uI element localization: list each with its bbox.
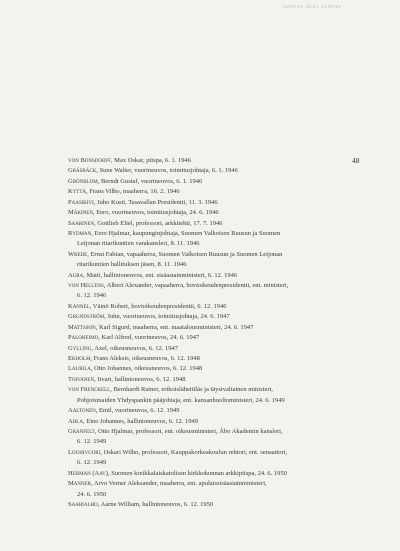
entry-details: , Bernhardt Rainer, erikoislähettiläs ja täysivaltainen ministeri, (110, 386, 273, 394)
entry-details: , Max Oskar, piispa, 6. 1. 1946 (110, 157, 192, 164)
list-item (68, 302, 358, 312)
list-item (68, 312, 358, 322)
entry-surname: Louhivuori (68, 448, 101, 456)
list-item (68, 364, 358, 374)
entry-details: , Eino Johannes, hallintoneuvos, 6. 12. 1949 (82, 417, 198, 425)
entry-details: , John, vuorineuvos, toimitusjohtaja, 24. 6. 1947 (104, 313, 230, 321)
entry-surname: Herman (Aav) (68, 469, 108, 477)
entry-details: , Suomen kreikkalaiskatolisen kirkkokunnan arkkipiispa, 24. 6. 1950 (107, 469, 287, 477)
list-item (68, 406, 358, 416)
list-item (68, 229, 358, 250)
list-item (68, 479, 358, 500)
entry-details: , Sune Walter, vuorineuvos, toimitusjohtaja, 6. 1. 1946 (96, 167, 238, 175)
entry-details: , Matti, hallintoneuvos, ent. sisäasiainministeri, 6. 12. 1946 (83, 271, 238, 279)
entry-details: , Karl Sigurd, maaherra, ent. maatalousministeri, 24. 6. 1947 (95, 323, 254, 331)
entry-details: , Karl Alfred, vuorineuvos, 24. 6. 1947 (98, 334, 200, 342)
entry-surname: Ahla (68, 417, 83, 425)
list-item (68, 219, 358, 229)
honours-list (68, 156, 358, 510)
entry-details: , Otto Johannes, oikeusneuvos, 6. 12. 1948 (90, 365, 203, 373)
entry-surname: Saarinen (68, 219, 95, 227)
list-item (68, 281, 358, 302)
list-item (68, 198, 358, 208)
entry-surname: Granfelt (68, 427, 95, 435)
entry-details: , Iivari, hallintoneuvos, 6. 12. 1948 (94, 375, 186, 383)
entry-details: , Arvo Verner Aleksander, maaherra, ent. apulaissisäasiainministeri, (91, 480, 267, 488)
entry-details: , Ernst Fabian, vapaaherra, Suomen Valkoisen Ruusun ja Suomen Leijonan (87, 250, 283, 258)
list-item (68, 469, 358, 479)
entry-details: , Oskari Wilho, professori, Kauppakorkeakoulun rehtori, ent. senaattori, (100, 448, 288, 456)
entry-surname: Laurila (68, 365, 91, 373)
list-item (68, 177, 358, 187)
list-item (68, 344, 358, 354)
list-item (68, 250, 358, 271)
list-item (68, 323, 358, 333)
entry-surname: Mäkinen (68, 209, 93, 217)
entry-surname: Paasikivi (68, 198, 94, 206)
list-item (68, 333, 358, 343)
entry-continuation: ritarikuntien hallituksen jäsen, 8. 11. 1946 (77, 261, 187, 269)
entry-details: , Gottlieb Eliel, professori, arkkitehti, 17. 7. 1946 (94, 219, 223, 227)
entry-details: , Eero, vuorineuvos, toimitusjohtaja, 24. 6. 1946 (92, 209, 219, 217)
list-item (68, 427, 358, 448)
entry-continuation: 24. 6. 1950 (77, 490, 107, 498)
entry-surname: Kannel (68, 302, 90, 310)
entry-surname: Manner (68, 480, 92, 488)
entry-details: , Berndt Gustaf, vuorineuvos, 6. 1. 1946 (97, 177, 203, 185)
entry-continuation: 6. 12. 1949 (77, 438, 107, 446)
entry-details: , Juho Kusti, Tasavallan Presidentti, 11. 3. 1946 (93, 198, 218, 206)
entry-details: , Väinö Robert, hovioikeudenpresidentti, 6. 12. 1946 (89, 302, 227, 310)
list-item (68, 354, 358, 364)
entry-surname: von Hellens (68, 282, 104, 290)
entry-details: , Frans Vilho, maaherra, 16. 2. 1946 (86, 188, 180, 196)
entry-surname: von Bonsdorff (68, 157, 111, 164)
entry-surname: Ekholm (68, 355, 91, 363)
entry-surname: Gylling (68, 344, 92, 352)
entry-details: , Emil, vuorineuvos, 6. 12. 1949 (95, 407, 180, 415)
entry-surname: Grönblom (68, 177, 98, 185)
list-item (68, 448, 358, 469)
list-item (68, 375, 358, 385)
list-item (68, 156, 358, 166)
entry-details: , Eero Hjalmar, kaupunginjohtaja, Suomen Valkoisen Ruusun ja Suomen (91, 229, 281, 237)
entry-surname: Rydman (68, 229, 92, 237)
running-header: Annexe deux centres (282, 4, 342, 10)
entry-continuation: 6. 12. 1946 (77, 292, 107, 300)
entry-details: , Aarne William, hallintoneuvos, 6. 12. 1950 (97, 500, 214, 508)
entry-surname: Gräsbäck (68, 167, 97, 175)
entry-surname: Grundström (68, 313, 105, 321)
list-item (68, 500, 358, 510)
entry-surname: von Frenckell (68, 386, 111, 394)
entry-continuation: 6. 12. 1949 (77, 459, 107, 467)
list-item (68, 208, 358, 218)
entry-continuation: Leijonan ritarikuntien varakansleri, 8. 11. 1946 (77, 240, 200, 248)
entry-details: , Otto Hjalmar, professori, ent. oikeusministeri, Åbo Akademin kansleri, (94, 427, 283, 435)
list-item (68, 187, 358, 197)
list-item (68, 271, 358, 281)
entry-surname: Saarialho (68, 500, 98, 508)
entry-surname: Aaltonen (68, 407, 96, 415)
entry-details: , Frans Aleksis, oikeusneuvos, 6. 12. 1948 (90, 355, 200, 363)
page-number: 48 (352, 156, 360, 165)
entry-surname: Mattsson (68, 323, 96, 331)
entry-surname: Wrede (68, 250, 88, 258)
entry-details: , Axel, oikeusneuvos, 6. 12. 1947 (91, 344, 178, 352)
entry-details: , Albert Alexander, vapaaherra, hovioikeudenpresidentti, ent. ministeri, (103, 282, 289, 290)
entry-surname: Aura (68, 271, 84, 279)
entry-surname: Toivanen (68, 375, 95, 383)
list-item (68, 385, 358, 406)
entry-surname: Paloheimo (68, 334, 99, 342)
list-item (68, 166, 358, 176)
entry-surname: Kyttä (68, 188, 87, 196)
list-item (68, 417, 358, 427)
entry-continuation: Pohjoismaiden Yhdyspankin pääjohtaja, ent. kansanhuoltoministeri, 24. 6. 1949 (77, 396, 285, 404)
